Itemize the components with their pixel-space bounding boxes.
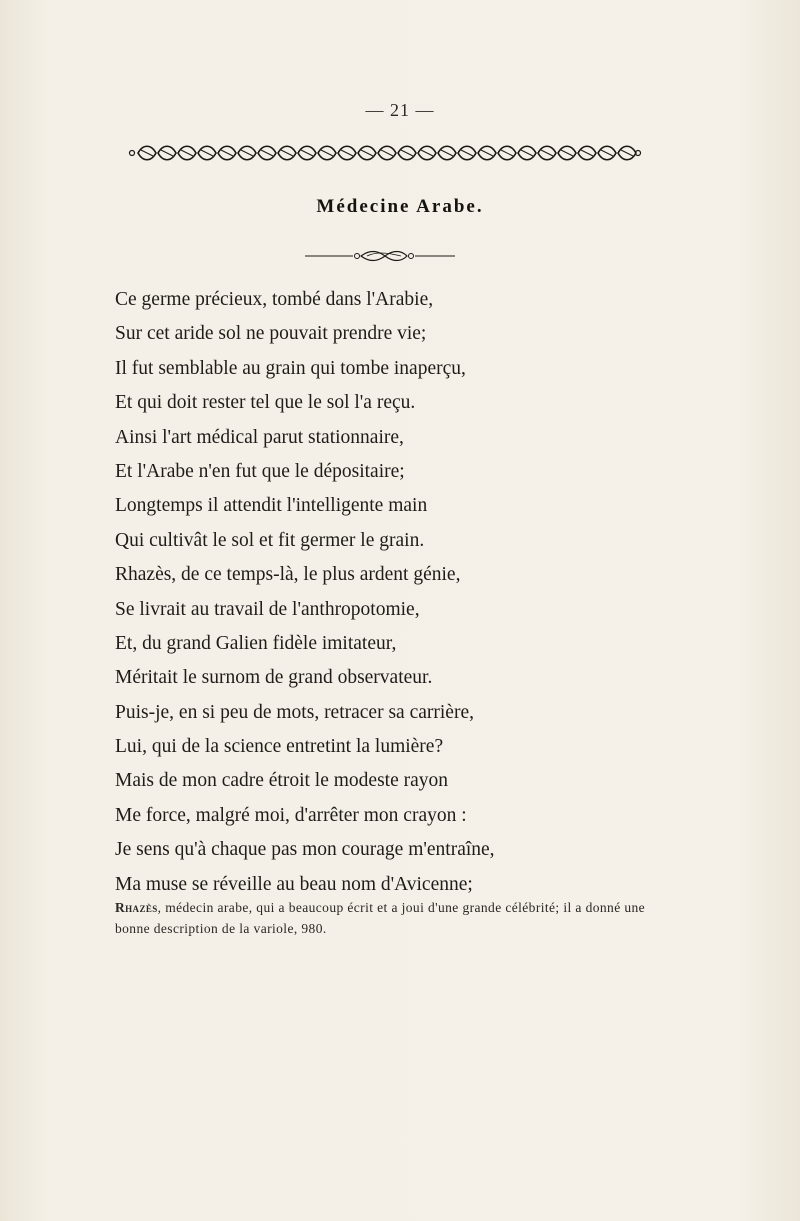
poem-line: Et qui doit rester tel que le sol l'a reçu. xyxy=(115,392,416,414)
poem-line: Il fut semblable au grain qui tombe inaperçu, xyxy=(115,357,466,379)
poem-line: Me force, malgré moi, d'arrêter mon crayon : xyxy=(115,804,467,826)
poem-line: Se livrait au travail de l'anthropotomie, xyxy=(115,598,420,620)
poem-line: Longtemps il attendit l'intelligente main xyxy=(115,495,428,517)
poem-line: Ma muse se réveille au beau nom d'Avicenne; xyxy=(115,873,473,895)
poem-line: Lui, qui de la science entretint la lumière? xyxy=(115,736,444,758)
poem-line: Ce germe précieux, tombé dans l'Arabie, xyxy=(115,289,434,310)
poem-line: Et l'Arabe n'en fut que le dépositaire; xyxy=(115,460,405,482)
poem-line: Qui cultivât le sol et fit germer le grain. xyxy=(115,529,425,551)
poem-line: Mais de mon cadre étroit le modeste rayon xyxy=(115,770,449,792)
poem-line: Et, du grand Galien fidèle imitateur, xyxy=(115,632,397,654)
poem-line: Ainsi l'art médical parut stationnaire, xyxy=(115,426,404,448)
poem-line: Je sens qu'à chaque pas mon courage m'entraîne, xyxy=(115,839,495,861)
section-title: Médecine Arabe. xyxy=(316,196,484,217)
footnote-text: , médecin arabe, qui a beaucoup écrit et a joui d'une grande célébrité; il a donné une bonne description de la variole, 980. xyxy=(115,900,646,936)
small-rule-ornament-icon xyxy=(305,248,455,264)
footnote-name: Rhazès xyxy=(115,900,158,915)
footnote xyxy=(115,897,675,939)
page-number: — 21 — xyxy=(365,100,435,120)
decorative-chain-ornament-icon xyxy=(128,140,642,166)
poem xyxy=(115,283,675,902)
poem-line: Méritait le surnom de grand observateur. xyxy=(115,667,433,689)
poem-line: Puis-je, en si peu de mots, retracer sa carrière, xyxy=(115,701,474,723)
poem-line: Rhazès, de ce temps-là, le plus ardent génie, xyxy=(115,564,461,586)
poem-line: Sur cet aride sol ne pouvait prendre vie; xyxy=(115,323,427,345)
